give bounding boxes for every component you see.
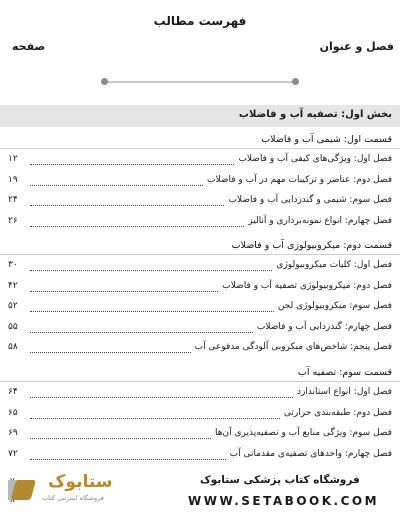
toc-row[interactable] xyxy=(8,195,392,209)
toc-row[interactable] xyxy=(8,428,392,442)
chapter-page-number: ۶۴ xyxy=(8,387,18,397)
store-url[interactable]: WWW.SETABOOK.COM xyxy=(188,494,380,508)
dot-leader xyxy=(30,397,293,398)
chapter-page-number: ۲۶ xyxy=(8,215,18,226)
toc-row[interactable] xyxy=(8,408,392,422)
chapter-label: فصل اول: انواع استاندارد xyxy=(296,387,392,397)
chapter-label: فصل چهارم: انواع نمونه‌برداری و آنالیز xyxy=(248,215,392,226)
store-name: فروشگاه کتاب پزشکی ستابوک xyxy=(200,474,360,486)
toc-row[interactable] xyxy=(8,175,392,189)
chapter-label: فصل سوم: میکروبیولوژی لجن xyxy=(277,301,392,311)
chapter-page-number: ۶۹ xyxy=(8,428,18,438)
chapter-page-number: ۴۲ xyxy=(8,280,18,291)
dot-leader xyxy=(30,352,191,353)
chapter-label: فصل دوم: طبقه‌بندی حرارتی xyxy=(283,407,392,418)
chapter-label: فصل چهارم: واحدهای تصفیه‌ی مقدماتی آب xyxy=(229,448,392,459)
toc-row[interactable] xyxy=(8,387,392,401)
dot-leader xyxy=(30,270,272,271)
dot-leader xyxy=(30,164,234,165)
toc-row[interactable] xyxy=(8,322,392,336)
chapter-label: فصل پنجم: شاخص‌های میکروبی آلودگی مدفوعی آب xyxy=(194,342,392,352)
part-title: بخش اول: تصفیه آب و فاضلاب xyxy=(238,109,392,120)
chapter-label: فصل سوم: شیمی و گندزدایی آب و فاضلاب xyxy=(228,195,392,205)
section-rule xyxy=(0,148,400,149)
chapter-label: فصل دوم: عناصر و ترکیبات مهم در آب و فاضلاب xyxy=(207,174,392,185)
toc-row[interactable] xyxy=(8,449,392,463)
chapter-label: فصل چهارم: گندزدایی آب و فاضلاب xyxy=(256,321,392,332)
chapter-page-number: ۱۹ xyxy=(8,174,18,185)
title-divider xyxy=(104,81,296,83)
section-title: قسمت اول: شیمی آب و فاضلاب xyxy=(261,134,392,145)
chapter-page-number: ۷۲ xyxy=(8,448,18,459)
toc-row[interactable] xyxy=(8,260,392,274)
chapter-page-number: ۲۴ xyxy=(8,195,18,205)
dot-leader xyxy=(30,332,253,333)
toc-row[interactable] xyxy=(8,301,392,315)
divider-dot-right xyxy=(292,78,299,85)
dot-leader xyxy=(30,291,218,292)
dot-leader xyxy=(30,418,280,419)
toc-row[interactable] xyxy=(8,342,392,356)
section-rule xyxy=(0,381,400,382)
chapter-page-number: ۶۵ xyxy=(8,407,18,418)
chapter-label: فصل اول: ویژگی‌های کیفی آب و فاضلاب xyxy=(238,154,392,164)
toc-row[interactable] xyxy=(8,154,392,168)
chapter-page-number: ۱۲ xyxy=(8,154,18,164)
dot-leader xyxy=(30,226,244,227)
dot-leader xyxy=(30,459,226,460)
section-title: قسمت دوم: میکروبیولوژی آب و فاضلاب xyxy=(231,240,392,251)
chapter-label: فصل سوم: ویژگی منابع آب و تصفیه‌پذیری آن‌ها xyxy=(215,428,392,438)
toc-row[interactable] xyxy=(8,281,392,295)
logo-text: ستابوک xyxy=(48,472,113,492)
divider-dot-left xyxy=(101,78,108,85)
chapter-column-header: فصل و عنوان xyxy=(319,40,394,53)
dot-leader xyxy=(30,438,211,439)
section-rule xyxy=(0,254,400,255)
section-title: قسمت سوم: تصفیه آب xyxy=(297,367,392,378)
toc-row[interactable] xyxy=(8,216,392,230)
chapter-page-number: ۵۸ xyxy=(8,342,18,352)
chapter-label: فصل دوم: میکروبیولوژی تصفیه آب و فاضلاب xyxy=(222,280,392,291)
chapter-page-number: ۳۰ xyxy=(8,260,18,270)
chapter-label: فصل اول: کلیات میکروبیولوژی xyxy=(276,260,392,270)
chapter-page-number: ۵۵ xyxy=(8,321,18,332)
chapter-page-number: ۵۲ xyxy=(8,301,18,311)
dot-leader xyxy=(30,311,274,312)
page-title: فهرست مطالب xyxy=(153,14,247,28)
dot-leader xyxy=(30,205,224,206)
dot-leader xyxy=(30,185,203,186)
logo-tagline: فروشگاه اینترنتی کتاب xyxy=(42,494,104,502)
page-column-header: صفحه xyxy=(12,40,46,53)
